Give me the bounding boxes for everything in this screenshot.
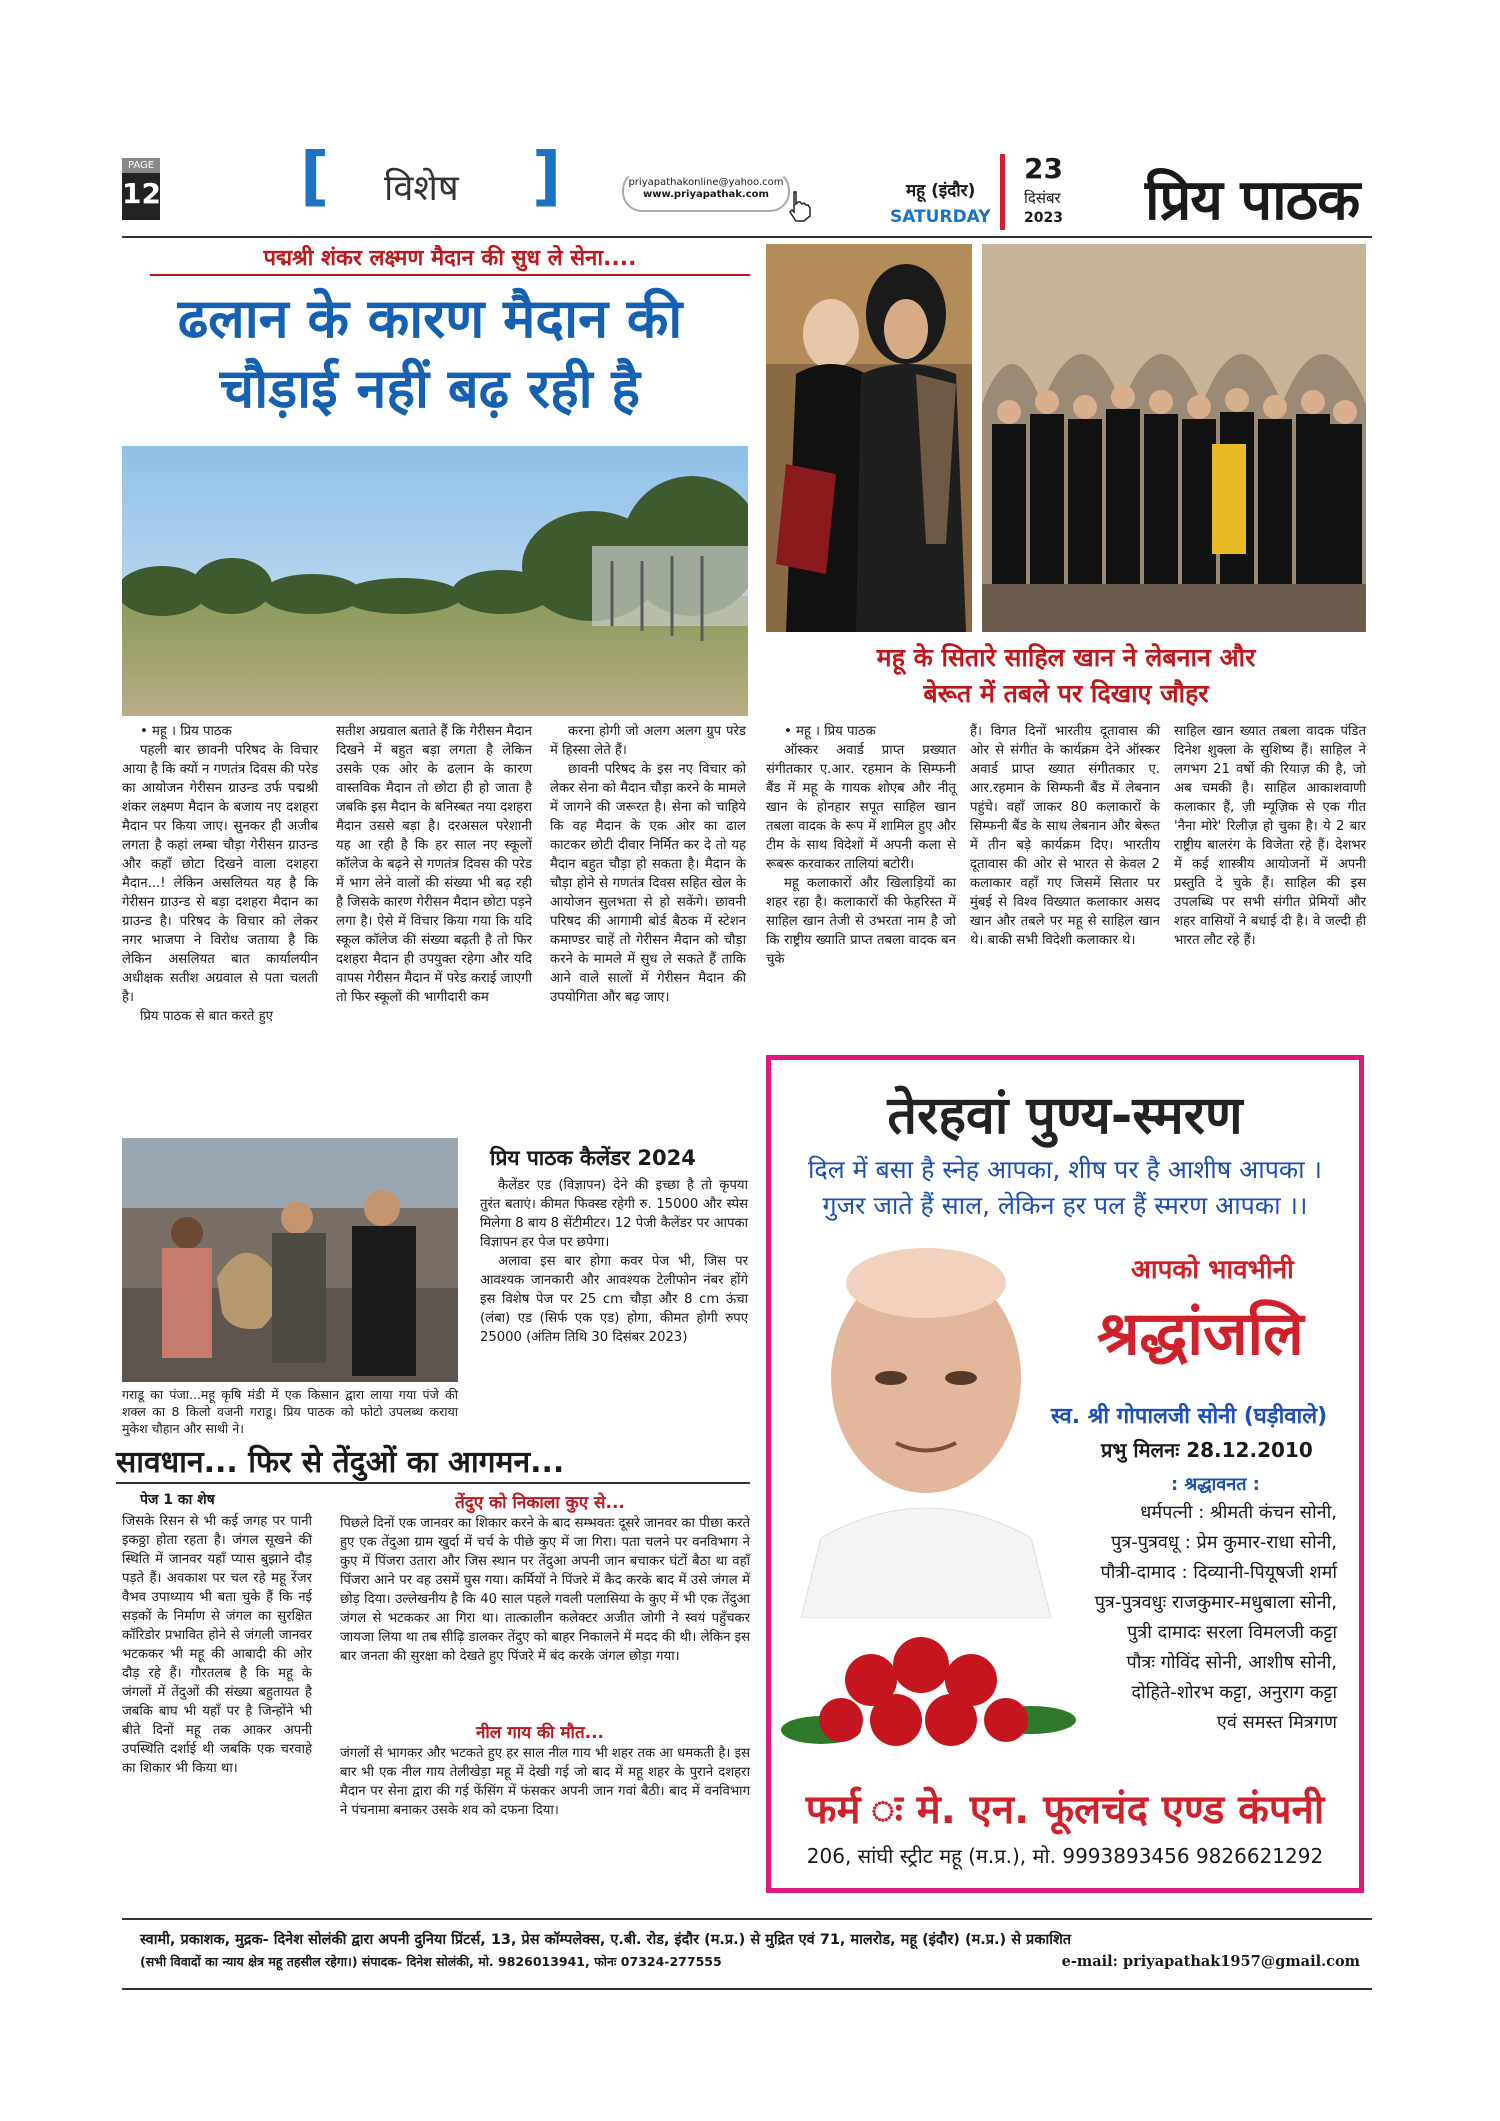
paragraph: कैलेंडर एड (विज्ञापन) देने की इच्छा है तो कृपया तुरंत बताएं। कीमत फिक्स्ड रहेगी रु. 15000 और स्पेस मिलेगा 8 बाय 8 सेंटीमीटर। 12 पेजी कैलेंडर पर आपका विज्ञापन हर पेज पर छपेगा। [480,1178,748,1250]
rose-bouquet-image [781,1620,1081,1770]
lead-col-2: सतीश अग्रवाल बताते हैं कि गेरीसन मैदान दिखने में बहुत बड़ा लगता है लेकिन उसके एक ओर के ढलान के कारण वास्तविक मैदान तो छोटा ही हो जाता है जबकि इस मैदान के बनिस्बत नया दशहरा मैदान उससे बड़ा है। दरअसल परेशानी यह आ रही है कि हर साल नए स्कूलों कॉलेज के बढ़ने से गणतंत्र दिवस की परेड में भाग लेने वालों की संख्या भी बढ़ रही है जिसके कारण गेरीसन मैदान छोटा पड़ने लगा है। ऐसे में विचार किया गया कि यदि स्कूल कॉलेज की संख्या बढ़ती है तो फिर दशहरा मैदान ही उपयुक्त रहेगा और यदि वापस गेरीसन मैदान में परेड कराई जाएगी तो फिर स्कूलों की भागीदारी कम [336,724,532,1005]
music-col-1 [766,722,956,969]
contact-box [622,170,790,212]
imprint-email[interactable]: e-mail: priyapathak1957@gmail.com [1061,1953,1360,1970]
date-divider [1000,154,1005,230]
music-headline-line2: बेरूत में तबले पर दिखाए जौहर [923,679,1209,708]
ad-family-7: दोहिते-शोरभ कट्टा, अनुराग कट्टा [1131,1682,1337,1703]
ad-deceased-name: स्व. श्री गोपालजी सोनी (घड़ीवाले) [1051,1404,1328,1429]
ad-family-3: पौत्री-दामाद : दिव्यानी-पियूषजी शर्मा [1100,1562,1337,1583]
music-col-2: हैं। विगत दिनों भारतीय दूतावास की ओर से संगीत के कार्यक्रम देने ऑस्कर अवार्ड प्राप्त ख्यात संगीतकार ए. आर.रहमान के सिम्फनी बैंड में लेबनान पहुंचे। वहाँ जाकर 80 कलाकारों के सिम्फनी बैंड के साथ लेबनान और बेरूत में तीन बड़े कार्यक्रम दिए। भारतीय दूतावास की ओर से भारत से केवल 2 कलाकार वहाँ गए जिसमें सितार पर मुंबई से विश्व विख्यात कलाकार असद खान और तबले पर महू से साहिल खान थे। बाकी सभी विदेशी कलाकार थे। [970,724,1160,948]
page-number: 12 [122,177,161,210]
imprint-line-2: (सभी विवादों का न्याय क्षेत्र महू तहसील रहेगा।) संपादक- दिनेश सोलंकी, मो. 9826013941, फोनः 07324-277555 [140,1954,722,1969]
paragraph: करना होगी जो अलग अलग ग्रुप परेड में हिस्सा लेते हैं। [550,724,746,758]
sahil-portrait-photo [766,244,972,632]
leopard-col-1: जिसके रिसन से भी कई जगह पर पानी इकठ्ठा होता रहता है। जंगल सूखने की स्थिति में जानवर यहाँ प्यास बुझाने दौड़ पड़ते हैं। अवकाश पर चल रहे महू रेंजर वैभव उपाध्याय भी बता चुके हैं कि नई सड़कों के निर्माण से जंगल का सुरक्षित कॉरिडोर प्रभावित होने से जंगली जानवर भटककर भी महू की आबादी की ओर दौड़ रहे हैं। गौरतलब है कि महू के जंगलों में तेंदुओं की संख्या बहुतायत है जबकि बाघ भी यहाँ पर है जिन्होंने भी बीते दिनों महू तक आकर अपनी उपस्थिति दर्शाई थी जबकि एक चरवाहे का शिकार भी किया था। [122,1514,312,1776]
ad-family-8: एवं समस्त मित्रगण [1216,1712,1337,1733]
imprint [140,1929,1360,1970]
symphony-band-photo [982,244,1366,632]
ad-verse-1: दिल में बसा है स्नेह आपका, शीष पर है आशीष आपका । [807,1155,1323,1184]
leopard-text-well: पिछले दिनों एक जानवर का शिकार करने के बाद सम्भवतः दूसरे जानवर का पीछा करते हुए एक तेंदुआ ग्राम खुर्दा में चर्च के पीछे कुए में जा गिरा। पता चलने पर वनविभाग ने कुए में पिंजरा उतारा और जिस स्थान पर तेंदुआ अपनी जान बचाकर घंटों बैठा था वहाँ पिंजरा आने पर वह उसमें घुस गया। कर्मियों ने पिंजरे में कैद करके बाद में उसे जंगल में छोड़ दिया। उल्लेखनीय है कि 40 साल पहले गवली पलासिया के कुए में भी एक तेंदुआ जंगल से भटककर आ गिरा था। तात्कालीन कलेक्टर अजीत जोगी ने स्वयं पहुँचकर जायजा लिया था तब सीढ़ि डालकर तेंदुए को बाहर निकालने में मदद की थी। लेकिन इस बार जनता की सुरक्षा को देखते हुए पिंजरे में बंद करके जंगल छोड़ा गया। [340,1516,750,1664]
lead-headline-line1: ढलान के कारण मैदान की [177,287,683,350]
paragraph: छावनी परिषद के इस नए विचार को लेकर सेना को मैदान चौड़ा करने के मामले में जागने की जरूरत है। सेना को चाहिये कि वह मैदान के एक ओर का ढाल काटकर छोटी दीवार निर्मित कर दे तो यह मैदान बहुत चौड़ा हो सकता है। मैदान के चौड़ा होने से गणतंत्र दिवस सहित खेल के आयोजन सुलभता से हो सकेंगे। छावनी परिषद की आगामी बोर्ड बैठक में स्टेशन कमाण्डर चाहें तो गेरीसन मैदान को चौड़ा करने के मामले में सुध ले सकते हैं ताकि आने वाले सालों में गेरीसन मैदान की उपयोगिता और बढ़ जाए। [550,762,746,1005]
ad-tribute-small: आपको भावभीनी [1131,1255,1294,1285]
weekday: SATURDAY [890,207,991,227]
ad-verse-2: गुजर जाते हैं साल, लेकिन हर पल हैं स्मरण आपका ।। [822,1191,1308,1220]
memorial-ad [766,1055,1364,1893]
paragraph: ऑस्कर अवार्ड प्राप्त प्रख्यात संगीतकार ए.आर. रहमान के सिम्फनी बैंड में महू के गायक शोएब और नीतू खान के होनहार सपूत साहिल खान तबला वादक के रूप में शामिल हुए और टीम के साथ विदेशों में अपनी कला से रूबरू करवाकर तालियां बटोरी। [766,743,956,872]
ad-family-6: पौत्रः गोविंद सोनी, आशीष सोनी, [1126,1652,1337,1673]
paragraph: अलावा इस बार होगा कवर पेज भी, जिस पर आवश्यक जानकारी और आवश्यक टेलीफोन नंबर होंगे इस विशेष पेज पर 25 cm चौड़ा और 8 cm ऊंचा (लंबा) एड (सिर्फ एक एड) होगा, कीमत होगी रुपए 25000 (अंतिम तिथि 30 दिसंबर 2023) [480,1254,748,1345]
city: महू (इंदौर) [906,181,976,201]
footer-rule-bottom [122,1988,1372,1990]
lead-kicker: पद्मश्री शंकर लक्ष्मण मैदान की सुध ले सेना.... [150,242,750,276]
leopard-subhead-well: तेंदुए को निकाला कुए से... [455,1493,625,1513]
paragraph: महू कलाकारों और खिलाड़ियों का शहर रहा है। कलाकारों की फेहरिस्त में साहिल खान तेजी से उभरता नाम है जो कि राष्ट्रीय ख्याति प्राप्त तबला वादक बन चुके [766,876,956,967]
page-number-tag [122,158,160,220]
date-month: दिसंबर [1024,189,1061,207]
header-website[interactable]: www.priyapathak.com [643,189,769,200]
lead-headline [110,284,750,424]
footer-rule-top [122,1918,1372,1920]
leopard-text-nilgai: जंगलों से भागकर और भटकते हुए हर साल नील गाय भी शहर तक आ धमकती है। इस बार भी एक नील गाय तेलीखेड़ा महू में देखी गई जो बाद में महू शहर के पुराने दशहरा मैदान पर सेना द्वारा की गई फेंसिंग में फंसकर अपनी जान गवां बैठी। बाद में वनविभाग ने पंचनामा बनाकर उसके शव को दफना दिया। [340,1746,750,1818]
imprint-line-1: स्वामी, प्रकाशक, मुद्रक- दिनेश सोलंकी द्वारा अपनी दुनिया प्रिंटर्स, 13, प्रेस कॉम्पलेक्स, ए.बी. रोड, इंदौर (म.प्र.) से मुद्रित एवं 71, मालरोड, महू (इंदौर) (म.प्र.) से प्रकाशित [140,1932,1072,1948]
garadu-caption: गराडू का पंजा...महू कृषि मंडी में एक किसान द्वारा लाया गया पंजे की शक्ल का 8 किलो वजनी गराडू। प्रिय पाठक को फोटो उपलब्ध कराया मुकेश चौहान और साथी ने। [122,1387,458,1436]
leopard-headline: सावधान... फिर से तेंदुओं का आगमन... [116,1445,565,1480]
ad-family-2: पुत्र-पुत्रवधू : प्रेम कुमार-राधा सोनी, [1111,1532,1337,1553]
masthead: प्रिय पाठक [1145,167,1360,233]
lead-col-1 [122,722,318,1026]
ad-title: तेरहवां पुण्य-स्मरण [887,1086,1243,1146]
date-year: 2023 [1024,210,1063,226]
left-bracket: [ [300,140,330,214]
calendar-text [480,1176,748,1347]
garadu-photo [122,1138,458,1382]
music-headline [766,640,1366,712]
portrait-photo [801,1238,1051,1618]
header-rule [122,236,1372,238]
music-headline-line1: महू के सितारे साहिल खान ने लेबनान और [876,643,1256,672]
paragraph: • महू । प्रिय पाठक [140,724,232,739]
ad-family-4: पुत्र-पुत्रवधुः राजकुमार-मधुबाला सोनी, [1094,1592,1337,1613]
music-col-3: साहिल खान ख्यात तबला वादक पंडित दिनेश शुक्ला के सुशिष्य हैं। साहिल ने लगभग 21 वर्षो की रियाज़ की है, जो अब चमकी है। साहिल आकाशवाणी कलाकार हैं, ज़ी म्यूज़िक से एक गीत 'नैना मोरे' रिलीज़ हो चुका है। ये 2 बार राष्ट्रीय बालरंग के विजेता रहे हैं। देशभर में कई शास्त्रीय आयोजनों में अपनी प्रस्तुति दे चुके हैं। साहिल की इस उपलब्धि पर सभी संगीत प्रेमियों और शहर वासियों ने बधाई दी है। वे जल्दी ही भारत लौट रहे हैं। [1174,724,1366,948]
lead-col-3 [550,722,746,1007]
ad-firm: फर्म ः मे. एन. फूलचंद एण्ड कंपनी [805,1787,1325,1833]
leopard-rule [116,1482,750,1484]
ad-tribute: श्रद्धांजलि [1097,1299,1304,1369]
right-bracket: ] [532,140,562,214]
page-label: PAGE [122,158,160,173]
paragraph: • महू । प्रिय पाठक [784,724,876,739]
continued-label: पेज 1 का शेष [140,1492,215,1508]
ad-family-5: पुत्री दामादः सरला विमलजी कट्टा [1127,1622,1337,1643]
paragraph: पहली बार छावनी परिषद के विचार आया है कि क्यों न गणतंत्र दिवस की परेड का आयोजन गेरीसन ग्राउन्ड उर्फ पद्मश्री शंकर लक्ष्मण मैदान के बजाय नए दशहरा मैदान पर किया जाए। सुनकर ही अजीब लगता है कहां लम्बा चौड़ा गेरीसन ग्राउन्ड और कहाँ छोटा दिखने वाला दशहरा मैदान...! लेकिन असलियत यह है कि गेरीसन ग्राउन्ड से बड़ा दशहरा मैदान का ग्राउन्ड है। परिषद के विचार को लेकर नगर भाजपा ने विरोध जताया है कि लेकिन असलियत बात कार्यालयीन अधीक्षक सतीश अग्रवाल से पता चलती है। [122,743,318,1005]
pointer-hand-icon [786,190,812,222]
ground-photo [122,446,748,716]
section-title: विशेष [384,168,459,209]
date-day: 23 [1024,152,1063,185]
lead-headline-line2: चौड़ाई नहीं बढ़ रही है [219,357,641,420]
calendar-title: प्रिय पाठक कैलेंडर 2024 [490,1146,696,1170]
ad-address: 206, सांघी स्ट्रीट महू (म.प्र.), मो. 9993893456 9826621292 [806,1844,1324,1868]
ad-family-1: धर्मपत्नी : श्रीमती कंचन सोनी, [1140,1502,1337,1523]
ad-death-date: प्रभु मिलनः 28.12.2010 [1101,1438,1313,1462]
paragraph: प्रिय पाठक से बात करते हुए [140,1009,273,1024]
ad-mourners-label: : श्रद्धावनत : [1171,1474,1260,1495]
header-email[interactable]: priyapathakonline@yahoo.com [628,177,784,188]
leopard-subhead-nilgai: नील गाय की मौत... [475,1723,605,1743]
